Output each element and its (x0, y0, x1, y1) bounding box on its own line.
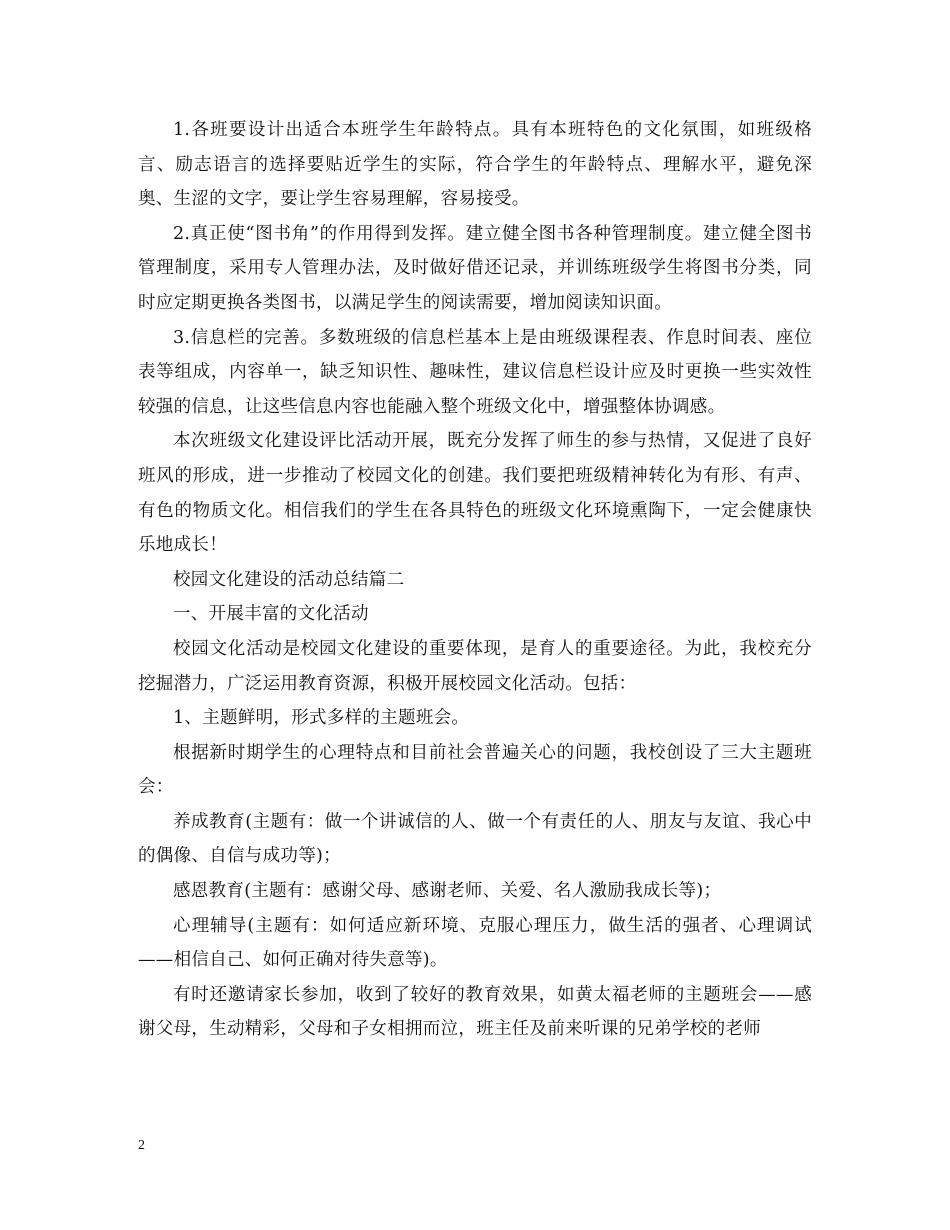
paragraph-9: 根据新时期学生的心理特点和目前社会普遍关心的问题，我校创设了三大主题班会： (138, 742, 812, 798)
paragraph-13: 有时还邀请家长参加，收到了较好的教育效果，如黄太福老师的主题班会——感谢父母，生动精彩，父母和子女相拥而泣，班主任及前来听课的兄弟学校的老师 (138, 984, 812, 1040)
paragraph-1: 1.各班要设计出适合本班学生年龄特点。具有本班特色的文化氛围，如班级格言、励志语言的选择要贴近学生的实际，符合学生的年龄特点、理解水平，避免深奥、生涩的文字，要让学生容易理解，容易接受。 (138, 120, 812, 210)
paragraph-11: 感恩教育(主题有：感谢父母、感谢老师、关爱、名人激励我成长等)； (173, 881, 722, 902)
paragraph-8: 1、主题鲜明，形式多样的主题班会。 (173, 708, 470, 729)
paragraph-4: 本次班级文化建设评比活动开展，既充分发挥了师生的参与热情，又促进了良好班风的形成，进一步推动了校园文化的创建。我们要把班级精神转化为有形、有声、有色的物质文化。相信我们的学生在各具特色的班级文化环境熏陶下，一定会健康快乐地成长！ (138, 431, 812, 556)
paragraph-7: 校园文化活动是校园文化建设的重要体现，是育人的重要途径。为此，我校充分挖掘潜力，广泛运用教育资源，积极开展校园文化活动。包括： (138, 638, 812, 694)
paragraph-10: 养成教育(主题有：做一个讲诚信的人、做一个有责任的人、朋友与友谊、我心中的偶像、自信与成功等)； (138, 811, 812, 867)
section-title: 校园文化建设的活动总结篇二 (173, 569, 405, 590)
paragraph-12: 心理辅导(主题有：如何适应新环境、克服心理压力，做生活的强者、心理调试——相信自己、如何正确对待失意等)。 (138, 915, 812, 971)
page-number: 2 (138, 1138, 145, 1153)
document-body (138, 113, 812, 1047)
section-heading: 一、开展丰富的文化活动 (173, 604, 369, 625)
paragraph-2: 2.真正使“图书角”的作用得到发挥。建立健全图书各种管理制度。建立健全图书管理制度，采用专人管理办法，及时做好借还记录，并训练班级学生将图书分类，同时应定期更换各类图书，以满足学生的阅读需要，增加阅读知识面。 (138, 223, 812, 313)
paragraph-3: 3.信息栏的完善。多数班级的信息栏基本上是由班级课程表、作息时间表、座位表等组成，内容单一，缺乏知识性、趣味性，建议信息栏设计应及时更换一些实效性较强的信息，让这些信息内容也能融入整个班级文化中，增强整体协调感。 (138, 327, 812, 417)
